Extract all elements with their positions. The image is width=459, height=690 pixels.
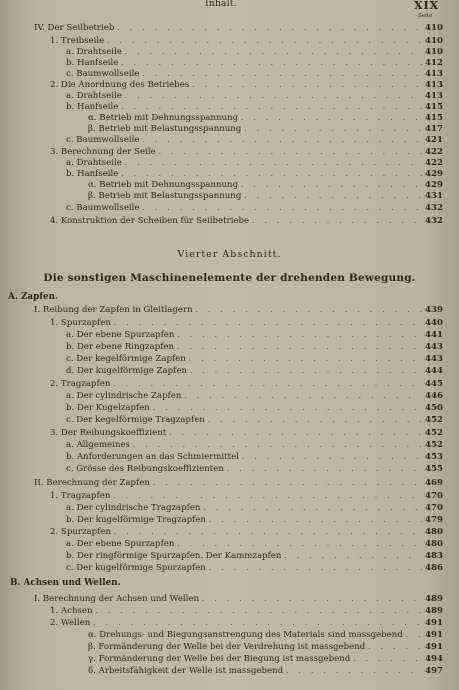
toc-entry [50,80,443,91]
toc-page-number: 417 [425,124,443,134]
toc-page-number: 410 [425,47,443,57]
toc-page-number: 450 [425,403,443,413]
toc-entry [66,69,443,80]
toc-entry-title: 2. Tragzapfen [50,379,111,389]
toc-entry-title: β. Formänderung der Welle bei der Verdrehung ist massgebend [88,642,366,652]
dot-leader [196,305,423,316]
dot-leader [133,440,422,451]
toc-entry-title: 1. Spurzapfen [50,318,111,328]
dot-leader [177,342,422,353]
toc-page-number: 483 [425,551,443,561]
toc-entry [50,491,443,502]
section-b-heading: B. Achsen und Wellen. [10,578,121,588]
toc-entry-title: γ. Formänderung der Welle bei der Biegung ist massgebend [88,654,351,664]
toc-entry-title: b. Hanfseile [66,169,119,179]
toc-page-number: 432 [425,203,443,213]
toc-entry [66,563,443,574]
toc-entry-title: b. Der ebene Ringzapfen [66,342,175,352]
toc-entry [50,428,443,439]
toc-entry [66,102,443,113]
running-header-title: Inhalt. [205,0,237,9]
dot-leader [125,47,422,58]
dot-leader [169,428,422,439]
dot-leader [242,452,422,463]
toc-entry [88,124,443,135]
toc-page-number: 489 [425,606,443,616]
dot-leader [202,594,422,605]
dot-leader [159,147,422,158]
toc-entry-title: α. Betrieb mit Dehnungsspannung [88,113,239,123]
dot-leader [252,216,422,227]
toc-entry-title: b. Anforderungen an das Schmiermittel [66,452,239,462]
toc-page-number: 422 [425,158,443,168]
toc-page-number: 415 [425,113,443,123]
dot-leader [114,318,422,329]
dot-leader [406,630,422,641]
dot-leader [153,478,422,489]
toc-entry-title: a. Der ebene Spurzapfen [66,539,175,549]
chapter-title: Die sonstigen Maschinenelemente der drehenden Bewegung. [43,272,416,284]
toc-entry [66,342,443,353]
toc-entry [88,654,443,665]
dot-leader [121,58,422,69]
toc-entry [66,503,443,514]
toc-entry-title: c. Der kegelförmige Tragzapfen [66,415,205,425]
section-a-heading: A. Zapfen. [8,292,59,302]
toc-entry-title: a. Drahtseile [66,91,122,101]
toc-page-number: 441 [425,330,443,340]
toc-page-number: 480 [425,527,443,537]
toc-page-number: 452 [425,428,443,438]
toc-entry [88,666,443,677]
toc-page-number: 429 [425,169,443,179]
dot-leader [143,135,423,146]
toc-entry [66,415,443,426]
toc-page-number: 445 [425,379,443,389]
toc-page-number: 470 [425,491,443,501]
toc-entry [66,403,443,414]
toc-entry-title: I. Reibung der Zapfen in Gleitlagern [34,305,193,315]
toc-entry-title: 3. Der Reibungskoeffizient [50,428,167,438]
toc-entry [50,318,443,329]
toc-entry-title: 1. Treibseile [50,36,105,46]
dot-leader [284,551,422,562]
dot-leader [121,102,422,113]
toc-entry-title: b. Hanfseile [66,58,119,68]
toc-entry-title: δ. Arbeitsfähigkeit der Welle ist massgebend [88,666,284,676]
dot-leader [125,91,422,102]
dot-leader [177,539,422,550]
toc-entry-title: a. Der ebene Spurzapfen [66,330,175,340]
dot-leader [121,169,422,180]
toc-entry-title: α. Betrieb mit Dehnungsspannung [88,180,239,190]
toc-entry-title: c. Grösse des Reibungskoeffizienten [66,464,224,474]
toc-page-number: 440 [425,318,443,328]
dot-leader [208,415,422,426]
toc-entry-title: a. Allgemeines [66,440,130,450]
toc-entry [88,191,443,202]
toc-entry [66,135,443,146]
toc-entry-title: c. Baumwollseile [66,135,140,145]
toc-page-number: 470 [425,503,443,513]
dot-leader [368,642,422,653]
toc-entry-title: 2. Wellen [50,618,91,628]
dot-leader [184,391,422,402]
toc-entry-title: c. Baumwollseile [66,69,140,79]
toc-page-number: 443 [425,354,443,364]
toc-entry-title: 2. Spurzapfen [50,527,111,537]
dot-leader [244,124,422,135]
toc-page-number: 494 [425,654,443,664]
toc-entry-title: 2. Die Anordnung des Betriebes [50,80,190,90]
toc-entry [66,366,443,377]
dot-leader [203,503,422,514]
roman-page-number: XIX [414,0,440,12]
toc-entry [66,515,443,526]
toc-entry-title: b. Der ringförmige Spurzapfen. Der Kammzapfen [66,551,282,561]
toc-entry-title: c. Baumwollseile [66,203,140,213]
toc-entry [66,539,443,550]
toc-entry [88,642,443,653]
toc-page-number: 429 [425,180,443,190]
toc-page-number: 413 [425,80,443,90]
toc-entry [88,630,443,641]
toc-entry [50,216,443,227]
toc-entry [66,91,443,102]
toc-page-number: 453 [425,452,443,462]
toc-entry-title: a. Drahtseile [66,158,122,168]
toc-entry [66,464,443,475]
toc-entry-title: c. Der kugelförmige Spurzapfen [66,563,206,573]
toc-page-number: 491 [425,630,443,640]
toc-entry-title: α. Drehungs- und Biegungsanstrengung des Materials sind massgebend [88,630,403,640]
toc-entry-title: II. Berechnung der Zapfen [34,478,150,488]
toc-entry-title: 3. Berechnung der Seile [50,147,156,157]
toc-entry [50,606,443,617]
toc-entry-title: a. Der cylindrische Tragzapfen [66,503,201,513]
toc-entry-title: β. Betrieb mit Belastungsspannung [88,191,242,201]
dot-leader [353,654,422,665]
dot-leader [241,180,422,191]
dot-leader [177,330,422,341]
dot-leader [209,563,422,574]
toc-entry-title: c. Der kegelförmige Zapfen [66,354,186,364]
dot-leader [114,527,422,538]
toc-entry-title: b. Hanfseile [66,102,119,112]
toc-entry [50,618,443,629]
toc-page-number: 413 [425,69,443,79]
toc-page-number: 412 [425,58,443,68]
dot-leader [190,366,422,377]
toc-page-number: 491 [425,618,443,628]
dot-leader [244,191,422,202]
toc-entry-title: 1. Achsen [50,606,93,616]
dot-leader [93,618,422,629]
toc-entry [50,147,443,158]
toc-entry [34,478,443,489]
dot-leader [125,158,422,169]
toc-entry [88,180,443,191]
toc-entry [66,354,443,365]
dot-leader [113,379,422,390]
toc-entry [34,594,443,605]
toc-page-number: 439 [425,305,443,315]
toc-page-number: 491 [425,642,443,652]
toc-entry [66,169,443,180]
toc-page-number: 479 [425,515,443,525]
toc-entry-title: I. Berechnung der Achsen und Wellen [34,594,200,604]
toc-entry-title: d. Der kugelförmige Zapfen [66,366,187,376]
toc-entry-title: a. Drahtseile [66,47,122,57]
seite-column-label: Seite [418,13,433,19]
dot-leader [241,113,422,124]
toc-entry-title: a. Der cylindrische Zapfen [66,391,182,401]
toc-entry [66,58,443,69]
dot-leader [153,403,422,414]
dot-leader [107,36,422,47]
toc-entry-title: b. Der Kugelzapfen [66,403,150,413]
toc-entry [50,379,443,390]
toc-page-number: 443 [425,342,443,352]
toc-entry-title: 1. Tragzapfen [50,491,111,501]
toc-entry [50,36,443,47]
toc-entry [34,305,443,316]
toc-entry-title: b. Der kugelförmige Tragzapfen [66,515,206,525]
dot-leader [286,666,422,677]
toc-entry [66,47,443,58]
toc-page-number: 444 [425,366,443,376]
toc-page-number: 452 [425,440,443,450]
dot-leader [209,515,422,526]
toc-entry [50,527,443,538]
toc-page-number: 489 [425,594,443,604]
toc-entry-title: 4. Konstruktion der Scheiben für Seilbetriebe [50,216,250,226]
dot-leader [192,80,422,91]
toc-page-number: 452 [425,415,443,425]
toc-page-number: 422 [425,147,443,157]
toc-entry [88,113,443,124]
toc-page-number: 469 [425,478,443,488]
toc-page-number: 455 [425,464,443,474]
toc-entry [66,330,443,341]
toc-entry [66,452,443,463]
toc-page-number: 410 [425,36,443,46]
toc-page-number: 446 [425,391,443,401]
toc-page-number: 432 [425,216,443,226]
dot-leader [143,203,423,214]
toc-entry-title: β. Betrieb mit Belastungsspannung [88,124,242,134]
toc-page-number: 415 [425,102,443,112]
toc-entry [66,203,443,214]
toc-page-number: 413 [425,91,443,101]
toc-page-number: 480 [425,539,443,549]
dot-leader [189,354,422,365]
toc-page-number: 497 [425,666,443,676]
dot-leader [113,491,422,502]
toc-entry [34,23,443,34]
toc-page-number: 486 [425,563,443,573]
dot-leader [143,69,423,80]
dot-leader [96,606,423,617]
abschnitt-heading: Vierter Abschnitt. [177,249,282,260]
toc-page-number: 421 [425,135,443,145]
dot-leader [117,23,422,34]
toc-entry [66,551,443,562]
toc-entry-title: IV. Der Seilbetrieb [34,23,115,33]
toc-entry [66,158,443,169]
dot-leader [227,464,422,475]
toc-page-number: 431 [425,191,443,201]
toc-page-number: 410 [425,23,443,33]
toc-entry [66,391,443,402]
toc-entry [66,440,443,451]
